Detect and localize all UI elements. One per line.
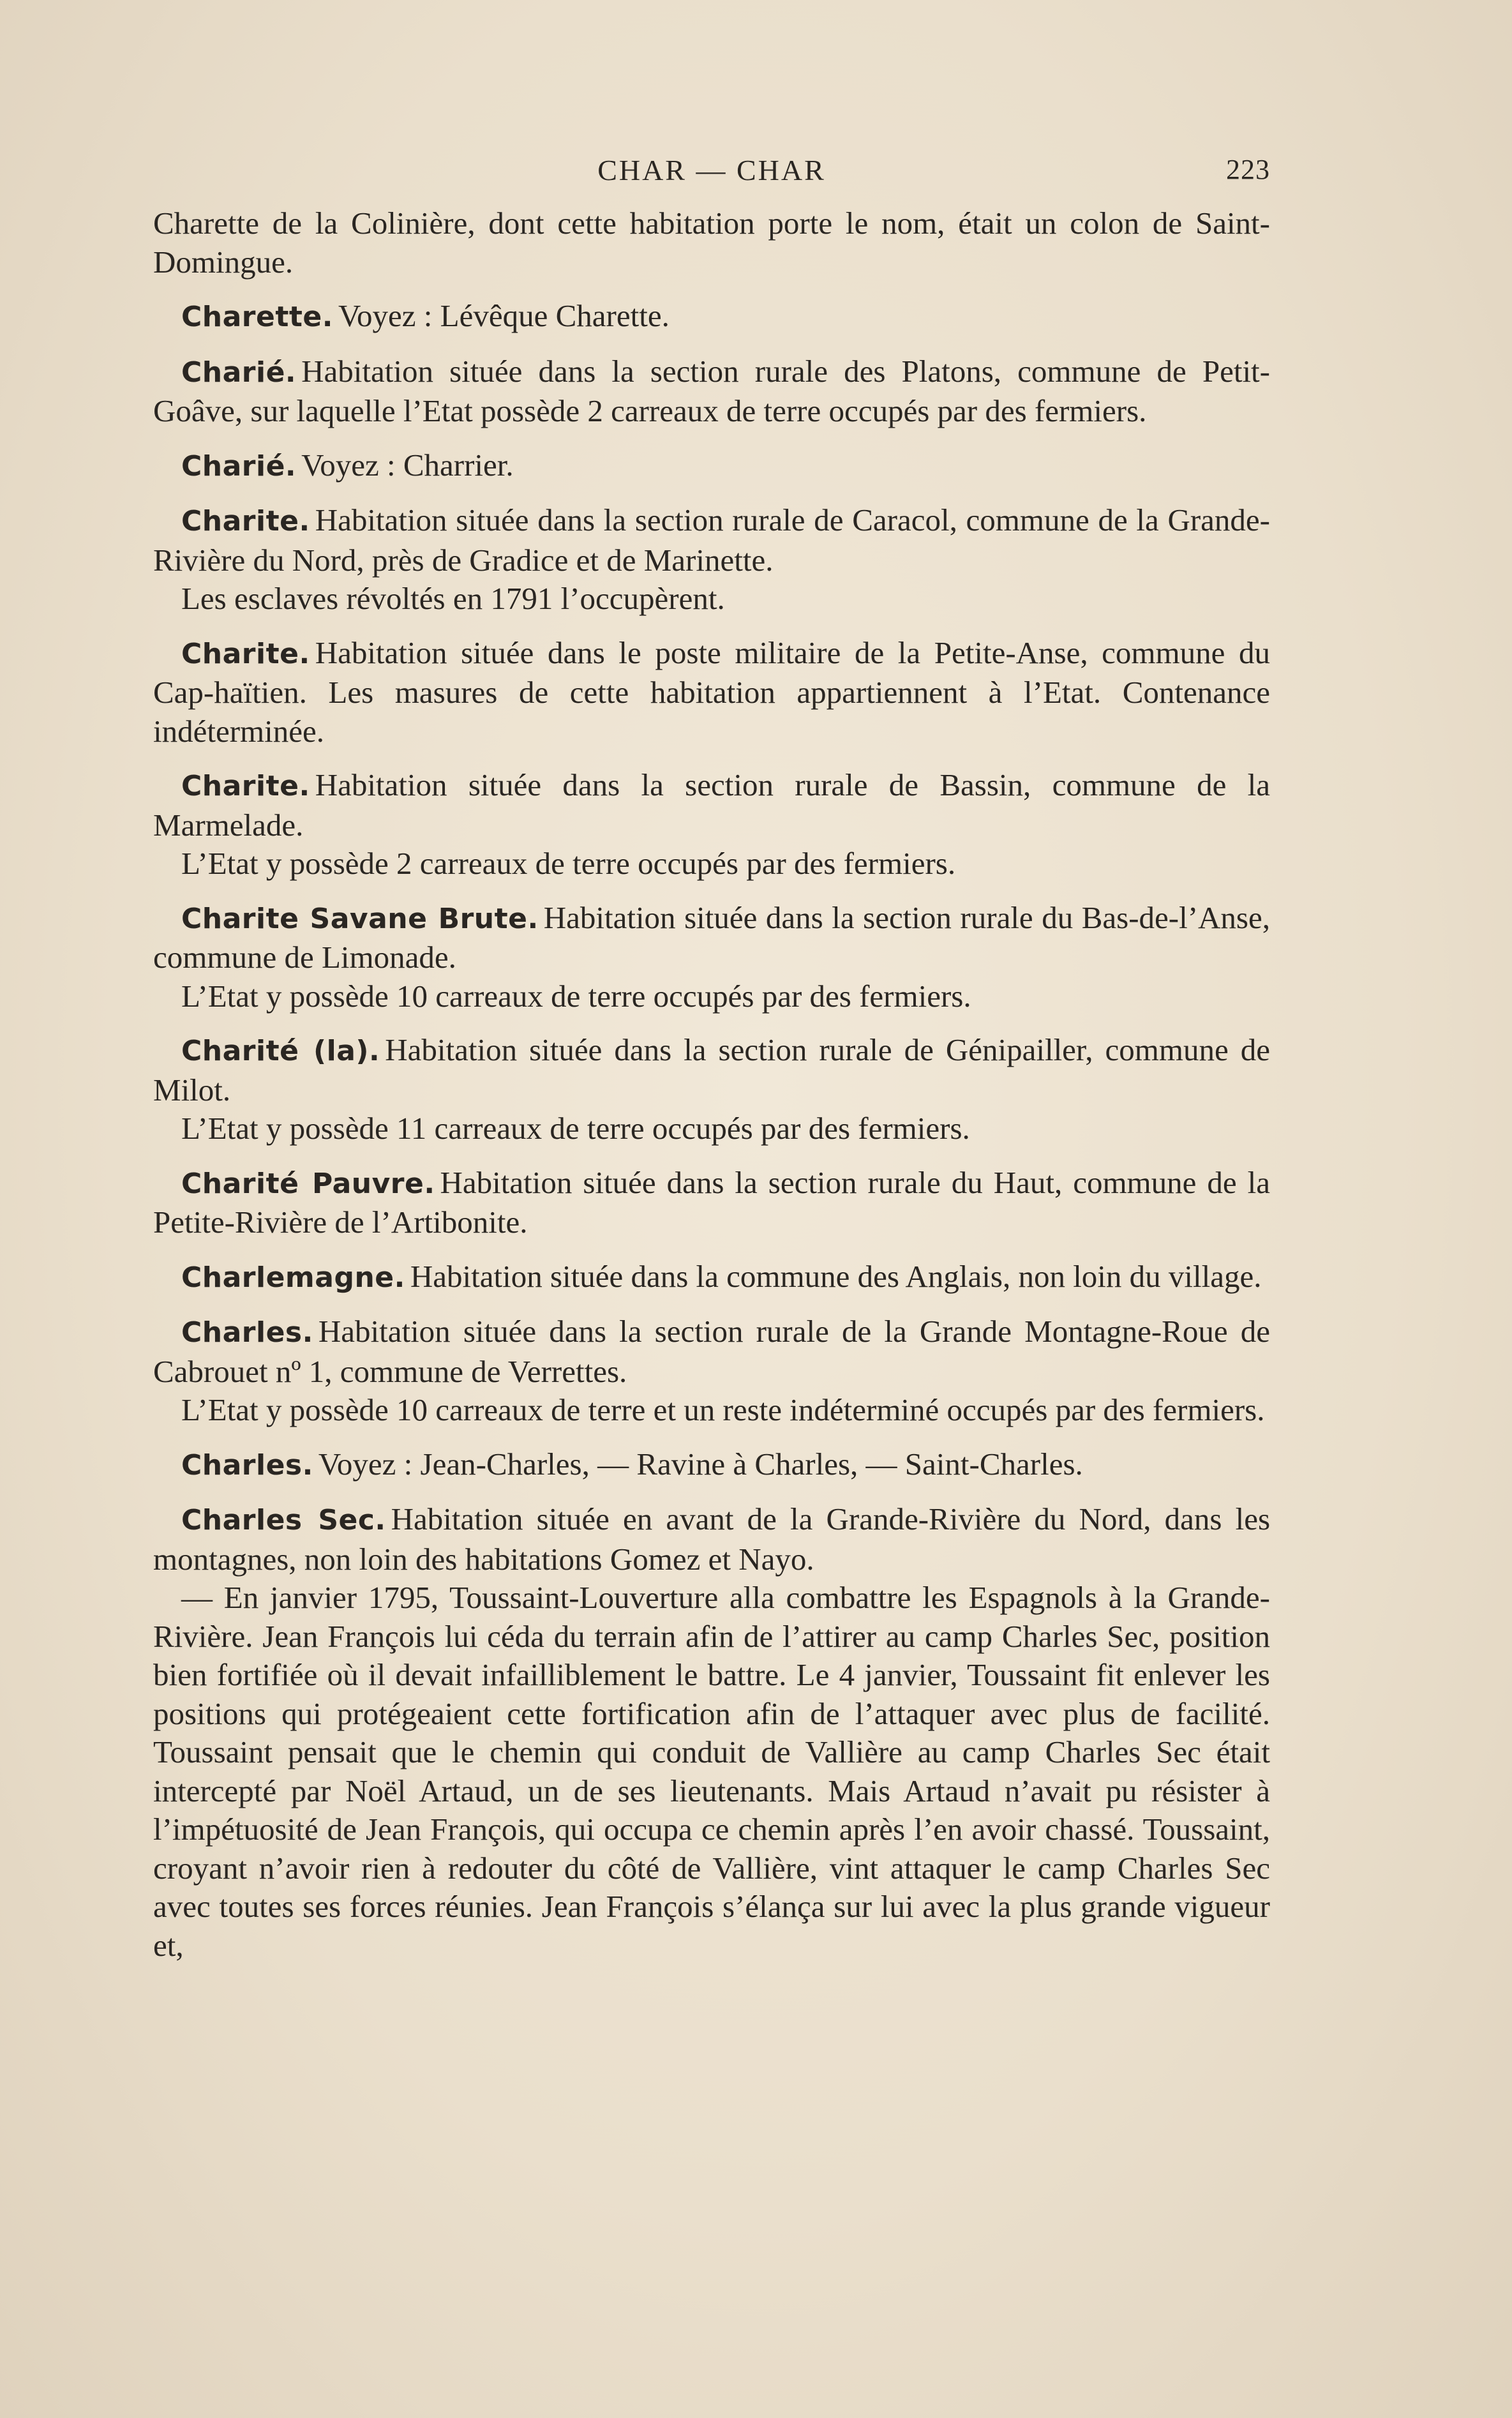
page-number: 223 [1226,154,1270,185]
dictionary-entry [153,1445,1270,1485]
entry-paragraph [153,446,1270,486]
entry-paragraph [153,1579,1270,1965]
dictionary-entry [153,766,1270,883]
entry-text: Charette de la Colinière, dont cette habitation porte le nom, était un colon de Saint-Domingue. [153,206,1270,280]
entry-text: Habitation située dans la section rurale de Bassin, commune de la Marmelade. [153,767,1270,843]
entry-paragraph [153,1445,1270,1485]
running-head-title: CHAR — CHAR [597,154,826,186]
entry-paragraph [153,501,1270,580]
entry-headword: Charite. [181,770,310,802]
entry-headword: Charité (la). [181,1035,380,1067]
dictionary-entry [153,297,1270,337]
entry-text: Les esclaves révoltés en 1791 l’occupèrent. [181,581,725,616]
entry-text: Voyez : Lévêque Charette. [338,298,670,333]
entry-text: Habitation située dans la commune des Anglais, non loin du village. [410,1258,1262,1294]
entry-paragraph [153,1391,1270,1430]
entry-text: Habitation située dans la section rurale des Platons, commune de Petit-Goâve, sur laquelle l’Etat possède 2 carreaux de terre occupés par des fermiers. [153,353,1270,428]
entry-headword: Charlemagne. [181,1261,405,1294]
entry-headword: Charité Pauvre. [181,1167,435,1200]
entry-paragraph [153,297,1270,337]
entry-headword: Charles Sec. [181,1504,386,1536]
entry-paragraph [153,204,1270,282]
entry-text: Habitation située dans la section rurale du Haut, commune de la Petite-Rivière de l’Artibonite. [153,1164,1270,1240]
entry-headword: Charite. [181,637,310,670]
dictionary-entry [153,1258,1270,1298]
dictionary-entry [153,899,1270,1016]
book-page [153,153,1270,2324]
dictionary-entry [153,1500,1270,1965]
entry-text: Habitation située dans la section rurale du Bas-de-l’Anse, commune de Limonade. [153,899,1270,975]
entry-paragraph [153,634,1270,751]
dictionary-entry [153,634,1270,751]
entry-text: Habitation située en avant de la Grande-Rivière du Nord, dans les montagnes, non loin des habitations Gomez et Nayo. [153,1501,1271,1577]
entry-headword: Charite. [181,505,310,537]
entry-text: L’Etat y possède 10 carreaux de terre et un reste indéterminé occupés par des fermiers. [181,1392,1265,1427]
entry-text: Habitation située dans la section rurale de Génipailler, commune de Milot. [153,1032,1271,1108]
entry-paragraph [153,580,1270,619]
dictionary-entry [153,1312,1270,1430]
dictionary-entry [153,1164,1270,1242]
entry-paragraph [153,1109,1270,1148]
entry-paragraph [153,1312,1270,1391]
dictionary-entry [153,501,1270,619]
entry-text: Habitation située dans le poste militaire de la Petite-Anse, commune du Cap-haïtien. Les masures de cette habitation appartiennent à l’Etat. Contenance indéterminée. [153,635,1270,749]
dictionary-entry [153,352,1270,431]
entry-text: L’Etat y possède 10 carreaux de terre occupés par des fermiers. [181,978,971,1014]
dictionary-entry [153,204,1270,282]
entry-paragraph [153,845,1270,883]
entry-text: — En janvier 1795, Toussaint-Louverture alla combattre les Espagnols à la Grande-Rivière. Jean François lui céda du terrain afin de l’attirer au camp Charles Sec, position bien fortifiée où il devait infailliblement le battre. Le 4 janvier, Toussaint fit enlever les positions qui protégeaient cette fortification afin de l’attaquer avec plus de facilité. Toussaint pensait que le chemin qui conduit de Vallière au camp Charles Sec était intercepté par Noël Artaud, un de ses lieutenants. Mais Artaud n’avait pu résister à l’impétuosité de Jean François, qui occupa ce chemin après l’en avoir chassé. Toussaint, croyant n’avoir rien à redouter du côté de Vallière, vint attaquer le camp Charles Sec avec toutes ses forces réunies. Jean François s’élança sur lui avec la plus grande vigueur et, [153,1580,1270,1963]
entry-text: L’Etat y possède 11 carreaux de terre occupés par des fermiers. [181,1111,970,1146]
entry-headword: Charles. [181,1448,313,1482]
entry-text: L’Etat y possède 2 carreaux de terre occupés par des fermiers. [181,846,956,881]
entry-paragraph [153,1500,1270,1579]
entry-headword: Charette. [181,301,333,333]
entry-paragraph [153,1258,1270,1298]
entry-paragraph [153,352,1270,431]
entry-headword: Charié. [181,356,297,389]
entry-paragraph [153,1164,1270,1242]
entry-paragraph [153,899,1270,977]
entry-text: Habitation située dans la section rurale de Caracol, commune de la Grande-Rivière du Nord, près de Gradice et de Marinette. [153,502,1270,578]
dictionary-entry [153,1031,1270,1148]
dictionary-entries [153,204,1270,1965]
entry-headword: Charite Savane Brute. [181,902,539,935]
entry-text: Voyez : Jean-Charles, — Ravine à Charles, — Saint-Charles. [318,1446,1083,1482]
entry-text: Habitation située dans la section rurale de la Grande Montagne-Roue de Cabrouet nº 1, commune de Verrettes. [153,1314,1270,1389]
entry-paragraph [153,1031,1270,1109]
entry-headword: Charié. [181,449,297,483]
entry-paragraph [153,766,1270,845]
entry-headword: Charles. [181,1316,313,1349]
running-head [153,153,1270,204]
dictionary-entry [153,446,1270,486]
entry-paragraph [153,977,1270,1016]
entry-text: Voyez : Charrier. [301,447,514,483]
